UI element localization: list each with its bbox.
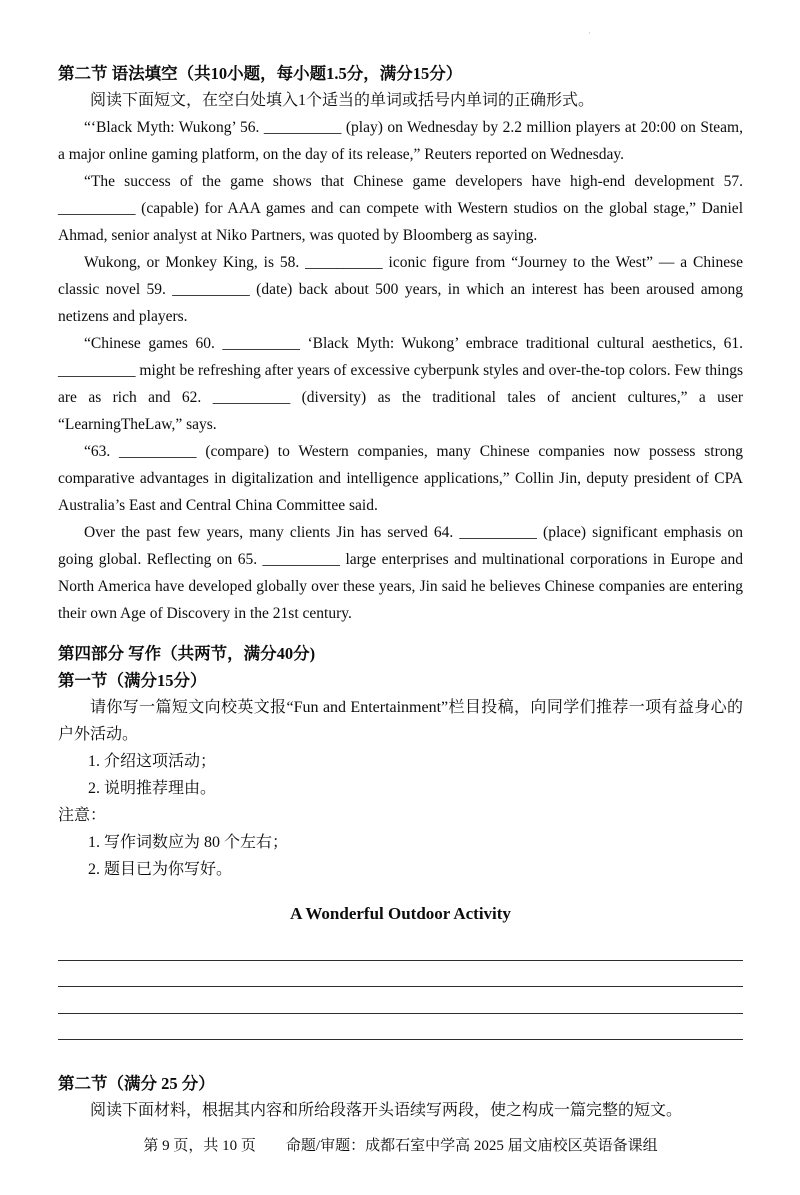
writing-section2-instruction: 阅读下面材料，根据其内容和所给段落开头语续写两段，使之构成一篇完整的短文。 xyxy=(90,1102,683,1119)
writing-part-heading: 第四部分 写作（共两节，满分40分) xyxy=(58,644,316,663)
grammar-paragraph-5: “63. __________ (compare) to Western companies, many Chinese companies now possess strong comparative advantages in digitalization and intelligence applications,” Collin Jin, deputy president of CPA Australia’s East and Central China Committee said. xyxy=(58,443,743,514)
answer-line-1 xyxy=(58,934,743,961)
answer-lines xyxy=(58,934,743,1040)
writing-section2-heading: 第二节（满分 25 分） xyxy=(58,1074,215,1093)
grammar-section-heading: 第二节 语法填空（共10小题，每小题1.5分，满分15分） xyxy=(58,64,463,83)
stray-mark: · xyxy=(588,29,591,38)
answer-line-3 xyxy=(58,987,743,1014)
essay-title: A Wonderful Outdoor Activity xyxy=(290,904,511,923)
writing-note-label: 注意： xyxy=(58,807,107,824)
writing-point-2: 2. 说明推荐理由。 xyxy=(88,780,217,797)
answer-line-4 xyxy=(58,1014,743,1041)
grammar-paragraph-2: “The success of the game shows that Chinese game developers have high-end development 57. __________ (capable) for AAA games and can compete with Western studios on the global stage,” Daniel Ahmad, senior analyst at Niko Partners, was quoted by Bloomberg as saying. xyxy=(58,173,743,244)
writing-point-1: 1. 介绍这项活动； xyxy=(88,753,217,770)
answer-line-2 xyxy=(58,961,743,988)
grammar-paragraph-4: “Chinese games 60. __________ ‘Black Myth: Wukong’ embrace traditional cultural aesthetics, 61. __________ might be refreshing after years of excessive cyberpunk styles and over-the-top colors. Few things are as rich and 62. __________ (diversity) as the traditional tales of ancient cultures,” a user “LearningTheLaw,” says. xyxy=(58,335,743,433)
writing-task: 请你写一篇短文向校英文报“Fun and Entertainment”栏目投稿，向同学们推荐一项有益身心的户外活动。 xyxy=(58,699,743,743)
grammar-instruction: 阅读下面短文，在空白处填入1个适当的单词或括号内单词的正确形式。 xyxy=(90,92,595,109)
writing-note-1: 1. 写作词数应为 80 个左右； xyxy=(88,834,289,851)
grammar-paragraph-6: Over the past few years, many clients Jin has served 64. __________ (place) significant emphasis on going global. Reflecting on 65. __________ large enterprises and multinational corporations in Europe and North America have developed globally over these years, Jin said he believes Chinese companies are entering their own Age of Discovery in the 21st century. xyxy=(58,524,743,622)
writing-section1-heading: 第一节（满分15分） xyxy=(58,671,207,690)
writing-note-2: 2. 题目已为你写好。 xyxy=(88,861,233,878)
page-footer: 第 9 页，共 10 页 命题/审题：成都石室中学高 2025 届文庙校区英语备课组 xyxy=(143,1138,658,1154)
grammar-paragraph-3: Wukong, or Monkey King, is 58. __________ iconic figure from “Journey to the West” — a Chinese classic novel 59. __________ (date) back about 500 years, in which an interest has been aroused among netizens and players. xyxy=(58,254,743,325)
grammar-paragraph-1: “‘Black Myth: Wukong’ 56. __________ (play) on Wednesday by 2.2 million players at 20:00 on Steam, a major online gaming platform, on the day of its release,” Reuters reported on Wednesday. xyxy=(58,119,743,163)
